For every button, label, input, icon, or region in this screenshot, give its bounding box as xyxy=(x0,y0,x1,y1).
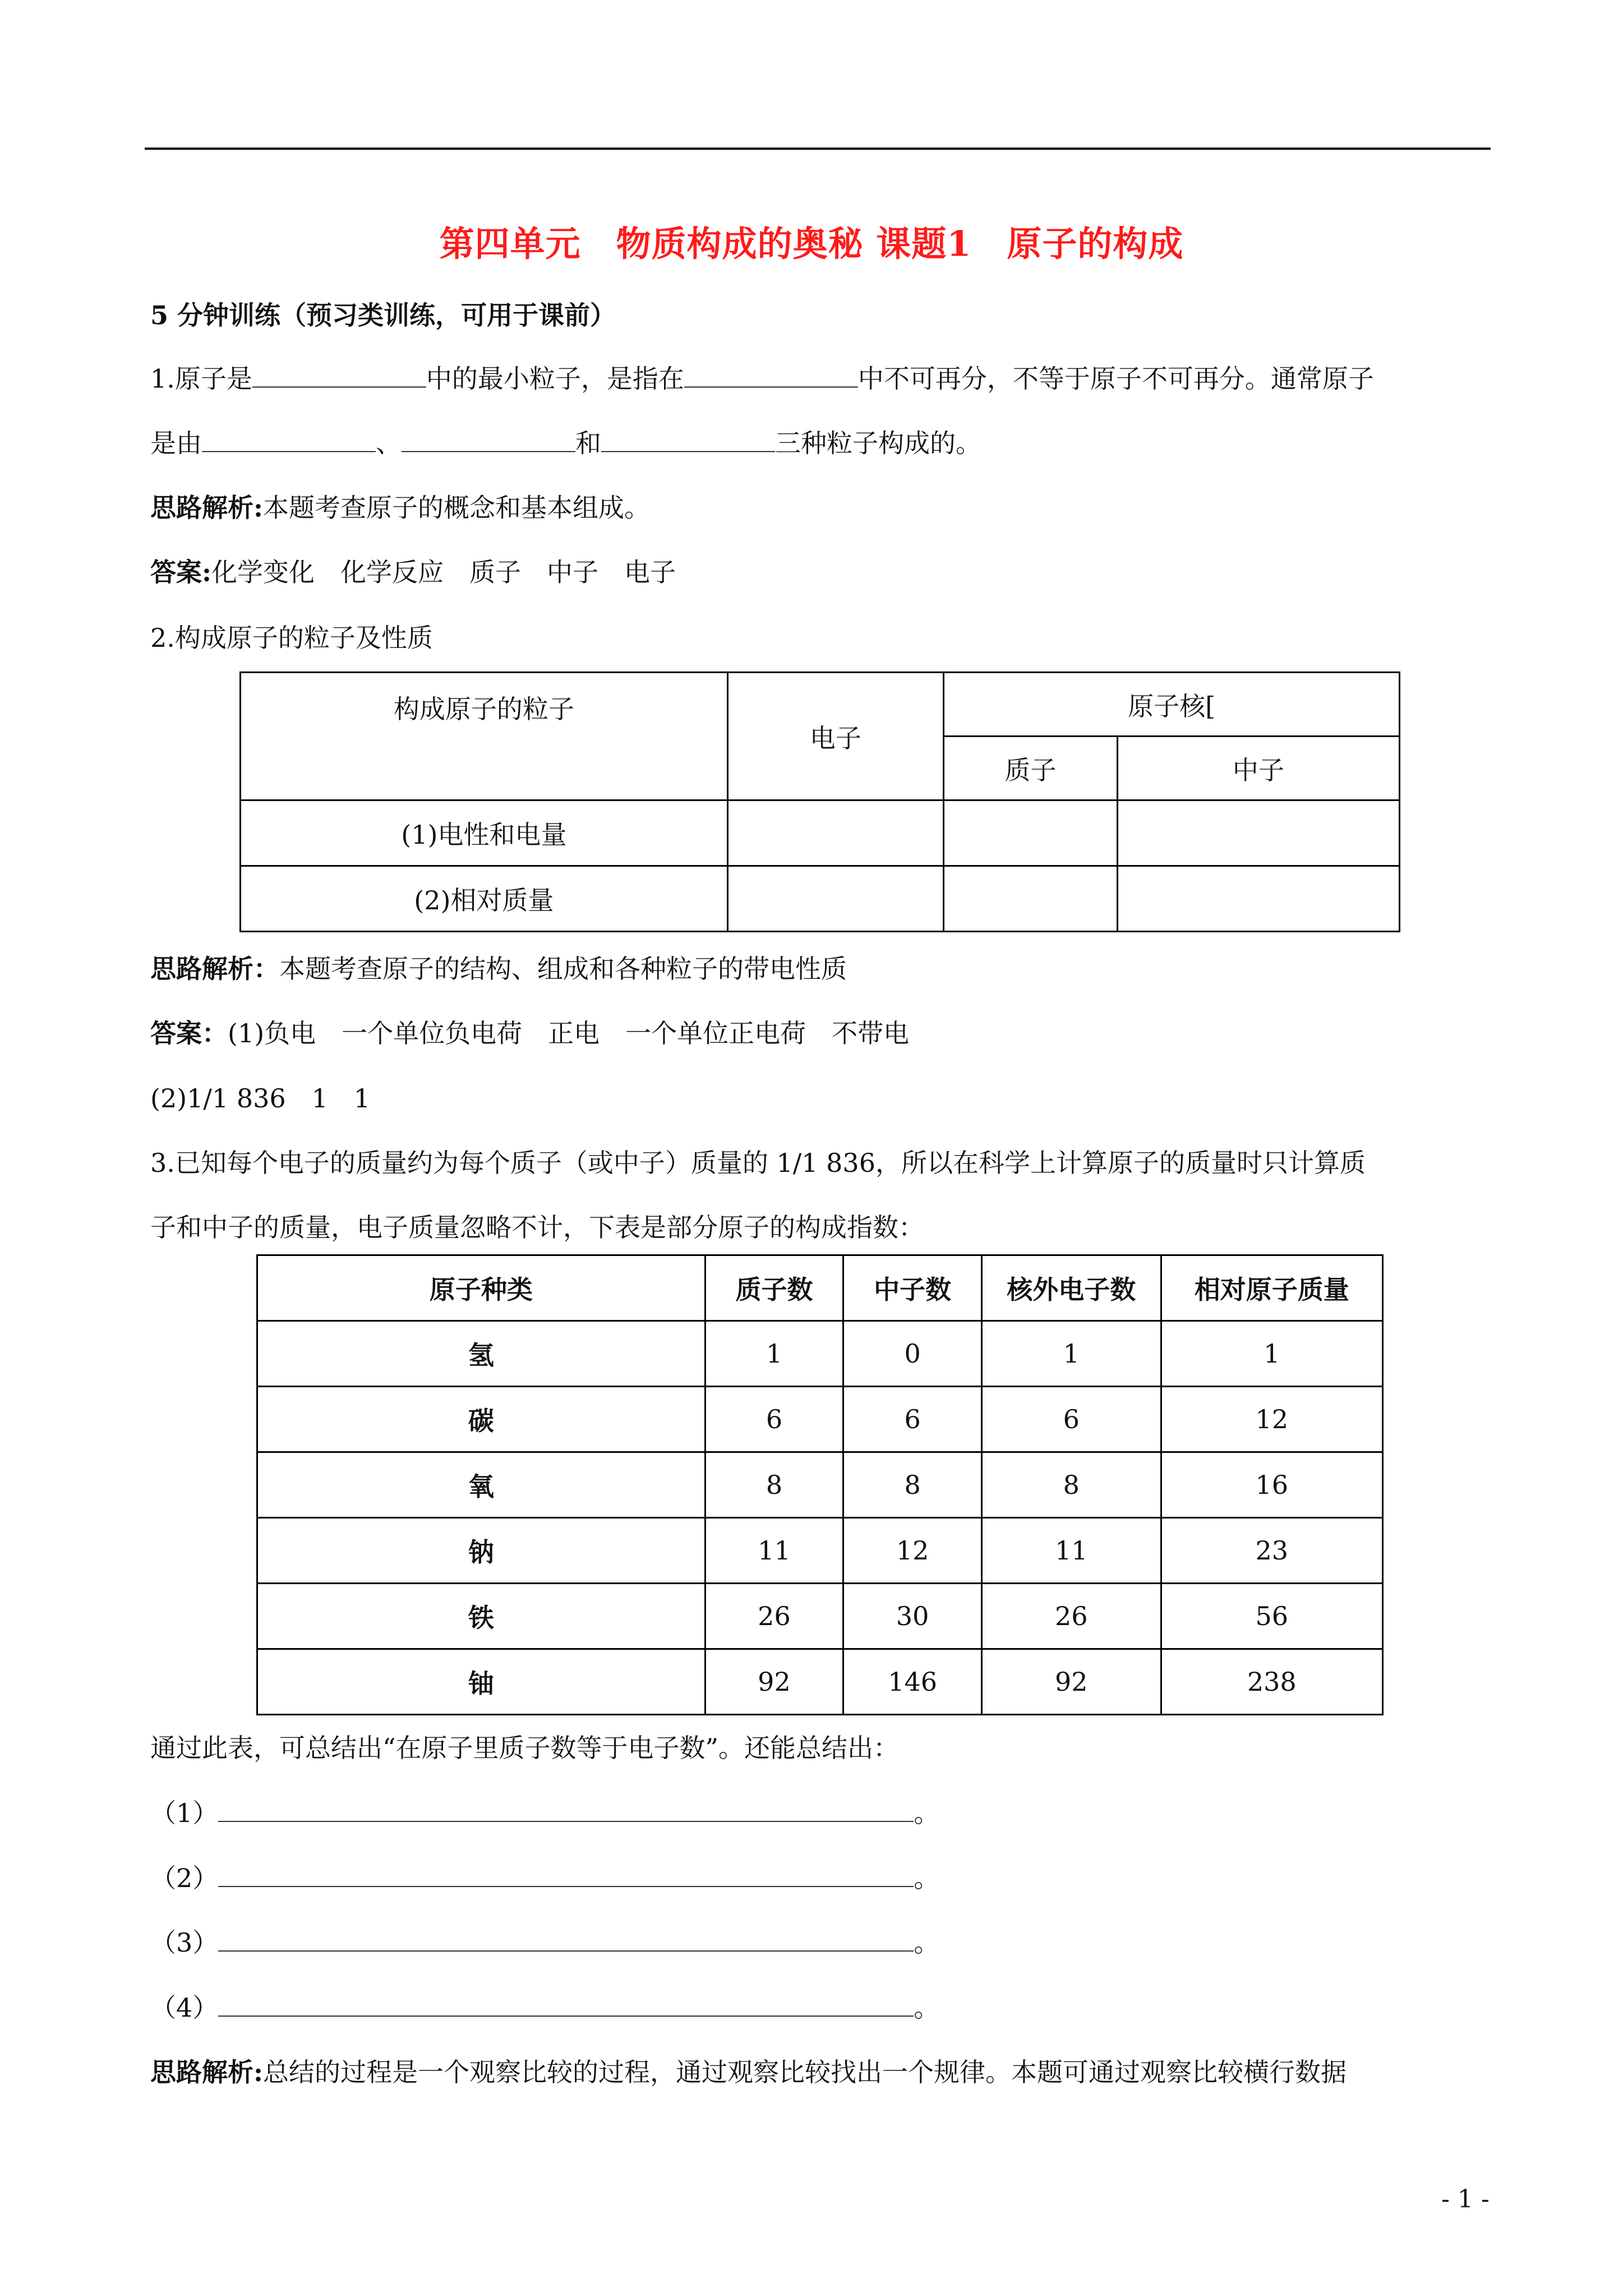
proton-count: 6 xyxy=(705,1387,843,1452)
table-row xyxy=(257,1649,1383,1715)
q1-answer-label: 答案: xyxy=(150,557,211,587)
table-row xyxy=(257,1452,1383,1518)
atom-name: 碳 xyxy=(257,1387,706,1452)
proton-count: 92 xyxy=(705,1649,843,1715)
q3-text-line1: 3.已知每个电子的质量约为每个质子（或中子）质量的 1/1 836，所以在科学上计算原子的质量时只计算质 xyxy=(150,1148,1366,1178)
q2-answer-text: (1)负电 一个单位负电荷 正电 一个单位正电荷 不带电 xyxy=(228,1018,910,1048)
atom-composition-table xyxy=(256,1254,1384,1715)
electron-count: 92 xyxy=(981,1649,1161,1715)
q2-answer-line2: (2)1/1 836 1 1 xyxy=(150,1083,371,1114)
page-number: - 1 - xyxy=(1441,2185,1490,2214)
q1-text-b: 中的最小粒子，是指在 xyxy=(426,364,684,394)
q3-item-4-label: （4） xyxy=(150,1993,219,2023)
row-mass-label: (2)相对质量 xyxy=(241,866,728,932)
atom-name: 氧 xyxy=(257,1452,706,1518)
q2-analysis-text: 本题考查原子的结构、组成和各种粒子的带电性质 xyxy=(279,954,847,984)
row-charge-label: (1)电性和电量 xyxy=(241,800,728,866)
q1-analysis-label: 思路解析: xyxy=(150,493,263,523)
neutron-count: 8 xyxy=(843,1452,982,1518)
particle-table xyxy=(239,671,1400,932)
q1-text-g: 三种粒子构成的。 xyxy=(775,428,981,458)
th-atom-type: 原子种类 xyxy=(257,1255,706,1321)
q1-line2 xyxy=(150,426,981,460)
q3-analysis-label: 思路解析: xyxy=(150,2057,263,2087)
table-header-row xyxy=(257,1255,1383,1321)
q3-blank-1[interactable] xyxy=(218,1798,914,1822)
cell-proton-mass[interactable] xyxy=(944,866,1118,932)
q1-text-f: 和 xyxy=(575,428,601,458)
atom-name: 钠 xyxy=(257,1518,706,1584)
q1-blank-5[interactable] xyxy=(601,429,775,452)
q3-item-2-end: 。 xyxy=(914,1863,940,1893)
q1-text-c: 中不可再分，不等于原子不可再分。通常原子 xyxy=(857,364,1374,394)
q1-blank-1[interactable] xyxy=(252,364,426,388)
q2-analysis-label: 思路解析： xyxy=(150,954,279,984)
relative-mass: 23 xyxy=(1161,1518,1382,1584)
q3-summary: 通过此表，可总结出“在原子里质子数等于电子数”。还能总结出： xyxy=(150,1733,900,1763)
q3-item-2-label: （2） xyxy=(150,1863,219,1893)
q2-answer-label: 答案： xyxy=(150,1018,228,1048)
th-neutron: 中子 xyxy=(1117,737,1399,800)
q1-text-d: 是由 xyxy=(150,428,202,458)
table-row xyxy=(257,1584,1383,1649)
th-neutron-count: 中子数 xyxy=(843,1255,982,1321)
q1-blank-3[interactable] xyxy=(202,429,376,452)
neutron-count: 146 xyxy=(843,1649,982,1715)
th-electron-count: 核外电子数 xyxy=(981,1255,1161,1321)
electron-count: 1 xyxy=(981,1321,1161,1387)
proton-count: 8 xyxy=(705,1452,843,1518)
q1-text-a: 1.原子是 xyxy=(150,364,252,394)
relative-mass: 238 xyxy=(1161,1649,1382,1715)
th-electron: 电子 xyxy=(727,673,943,800)
relative-mass: 1 xyxy=(1161,1321,1382,1387)
q1-text-e: 、 xyxy=(376,428,402,458)
neutron-count: 0 xyxy=(843,1321,982,1387)
cell-neutron-charge[interactable] xyxy=(1117,800,1399,866)
electron-count: 11 xyxy=(981,1518,1161,1584)
q3-text-line2: 子和中子的质量，电子质量忽略不计，下表是部分原子的构成指数： xyxy=(150,1212,924,1243)
electron-count: 8 xyxy=(981,1452,1161,1518)
cell-electron-mass[interactable] xyxy=(727,866,943,932)
th-proton: 质子 xyxy=(944,737,1118,800)
q1-blank-4[interactable] xyxy=(402,429,575,452)
q2-analysis xyxy=(150,952,847,986)
q2-intro: 2.构成原子的粒子及性质 xyxy=(150,623,433,653)
electron-count: 6 xyxy=(981,1387,1161,1452)
atom-name: 铀 xyxy=(257,1649,706,1715)
cell-neutron-mass[interactable] xyxy=(1117,866,1399,932)
cell-electron-charge[interactable] xyxy=(727,800,943,866)
q3-item-3-label: （3） xyxy=(150,1927,219,1958)
top-rule xyxy=(145,148,1491,150)
relative-mass: 12 xyxy=(1161,1387,1382,1452)
q1-answer-text: 化学变化 化学反应 质子 中子 电子 xyxy=(211,557,676,587)
q3-item-2 xyxy=(150,1861,939,1895)
table-row xyxy=(257,1518,1383,1584)
table-row xyxy=(257,1387,1383,1452)
cell-proton-charge[interactable] xyxy=(944,800,1118,866)
q3-item-3 xyxy=(150,1926,939,1959)
q1-answer xyxy=(150,555,676,589)
neutron-count: 30 xyxy=(843,1584,982,1649)
atom-name: 氢 xyxy=(257,1321,706,1387)
q3-blank-2[interactable] xyxy=(218,1864,914,1887)
th-proton-count: 质子数 xyxy=(705,1255,843,1321)
proton-count: 1 xyxy=(705,1321,843,1387)
q3-item-4-end: 。 xyxy=(914,1993,940,2023)
q3-analysis xyxy=(150,2055,1347,2089)
electron-count: 26 xyxy=(981,1584,1161,1649)
relative-mass: 56 xyxy=(1161,1584,1382,1649)
q3-item-1 xyxy=(150,1796,939,1830)
q1-line1 xyxy=(150,362,1374,395)
th-relative-mass: 相对原子质量 xyxy=(1161,1255,1382,1321)
q3-item-4 xyxy=(150,1991,939,2024)
q2-answer xyxy=(150,1016,909,1050)
q1-analysis-text: 本题考查原子的概念和基本组成。 xyxy=(262,493,650,523)
q3-item-1-end: 。 xyxy=(914,1798,940,1828)
th-particle: 构成原子的粒子 xyxy=(241,673,728,800)
q3-item-3-end: 。 xyxy=(914,1927,940,1958)
atom-name: 铁 xyxy=(257,1584,706,1649)
section-heading: 5 分钟训练（预习类训练，可用于课前） xyxy=(150,300,616,330)
q1-blank-2[interactable] xyxy=(684,364,858,388)
proton-count: 26 xyxy=(705,1584,843,1649)
page-title: 第四单元 物质构成的奥秘 课题1 原子的构成 xyxy=(439,223,1184,264)
neutron-count: 6 xyxy=(843,1387,982,1452)
neutron-count: 12 xyxy=(843,1518,982,1584)
q1-analysis xyxy=(150,491,650,524)
q3-item-1-label: （1） xyxy=(150,1798,219,1828)
proton-count: 11 xyxy=(705,1518,843,1584)
q3-blank-4[interactable] xyxy=(218,1993,914,2017)
q3-blank-3[interactable] xyxy=(218,1928,914,1952)
relative-mass: 16 xyxy=(1161,1452,1382,1518)
th-nucleus: 原子核[ xyxy=(944,673,1400,737)
q3-analysis-text: 总结的过程是一个观察比较的过程，通过观察比较找出一个规律。本题可通过观察比较横行数据 xyxy=(262,2057,1347,2087)
table-row xyxy=(257,1321,1383,1387)
